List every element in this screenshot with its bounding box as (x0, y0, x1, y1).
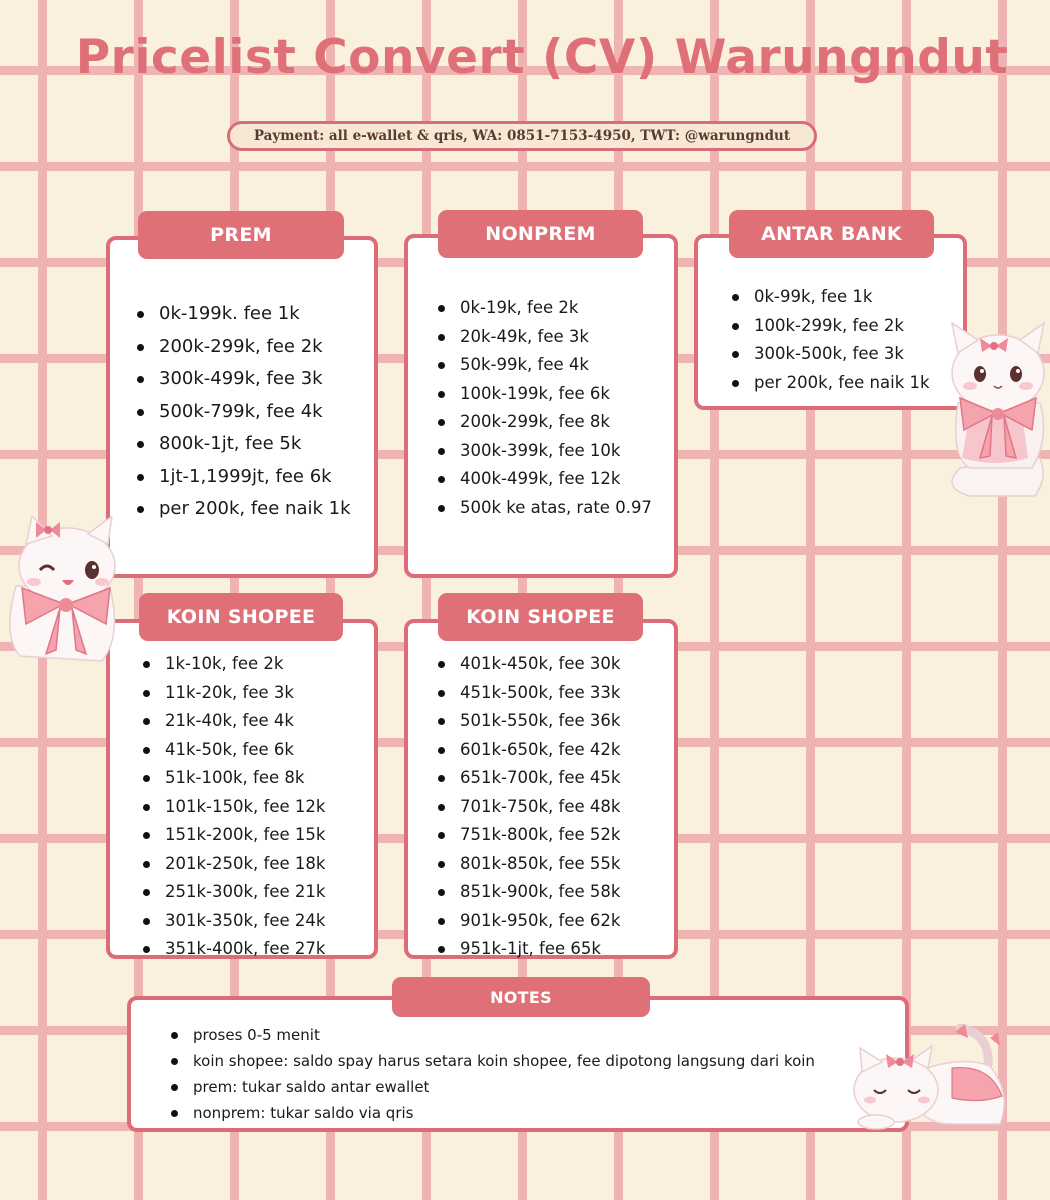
cat-illustration-icon (840, 1024, 1020, 1130)
cat-illustration-icon (940, 318, 1050, 500)
list-item: 0k-99k, fee 1k (732, 283, 930, 312)
list-item: 451k-500k, fee 33k (438, 679, 620, 708)
prem-card (106, 236, 378, 578)
list-item: 300k-499k, fee 3k (137, 363, 351, 396)
list-item: 11k-20k, fee 3k (143, 679, 325, 708)
list-item: 951k-1jt, fee 65k (438, 935, 620, 964)
list-item: 301k-350k, fee 24k (143, 907, 325, 936)
list-item: 401k-450k, fee 30k (438, 650, 620, 679)
list-item: 1k-10k, fee 2k (143, 650, 325, 679)
list-item: proses 0-5 menit (171, 1022, 815, 1048)
list-item: 0k-19k, fee 2k (438, 294, 652, 323)
list-item: 500k ke atas, rate 0.97 (438, 494, 652, 523)
prem-header: PREM (138, 211, 344, 259)
list-item: 351k-400k, fee 27k (143, 935, 325, 964)
list-item: 601k-650k, fee 42k (438, 736, 620, 765)
koin-shopee-card-1 (106, 619, 378, 959)
koin-shopee-header-1: KOIN SHOPEE (139, 593, 343, 641)
list-item: 100k-299k, fee 2k (732, 312, 930, 341)
list-item: 151k-200k, fee 15k (143, 821, 325, 850)
list-item: koin shopee: saldo spay harus setara koin shopee, fee dipotong langsung dari koin (171, 1048, 815, 1074)
list-item: 101k-150k, fee 12k (143, 793, 325, 822)
koin-shopee-list-1 (143, 650, 325, 964)
list-item: 300k-500k, fee 3k (732, 340, 930, 369)
list-item: 251k-300k, fee 21k (143, 878, 325, 907)
list-item: 901k-950k, fee 62k (438, 907, 620, 936)
cat-illustration-icon (2, 516, 128, 668)
list-item: 400k-499k, fee 12k (438, 465, 652, 494)
list-item: 751k-800k, fee 52k (438, 821, 620, 850)
list-item: 200k-299k, fee 2k (137, 331, 351, 364)
list-item: 201k-250k, fee 18k (143, 850, 325, 879)
list-item: 200k-299k, fee 8k (438, 408, 652, 437)
list-item: 651k-700k, fee 45k (438, 764, 620, 793)
nonprem-list (438, 294, 652, 522)
list-item: 851k-900k, fee 58k (438, 878, 620, 907)
nonprem-header: NONPREM (438, 210, 643, 258)
list-item: 20k-49k, fee 3k (438, 323, 652, 352)
list-item: 0k-199k. fee 1k (137, 298, 351, 331)
nonprem-card (404, 234, 678, 578)
antar-bank-header: ANTAR BANK (729, 210, 934, 258)
prem-list (137, 298, 351, 526)
list-item: 51k-100k, fee 8k (143, 764, 325, 793)
list-item: prem: tukar saldo antar ewallet (171, 1074, 815, 1100)
list-item: 801k-850k, fee 55k (438, 850, 620, 879)
koin-shopee-list-2 (438, 650, 620, 964)
antar-bank-list (732, 283, 930, 397)
antar-bank-card (694, 234, 967, 410)
list-item: nonprem: tukar saldo via qris (171, 1100, 815, 1126)
list-item: 100k-199k, fee 6k (438, 380, 652, 409)
koin-shopee-header-2: KOIN SHOPEE (438, 593, 643, 641)
list-item: 800k-1jt, fee 5k (137, 428, 351, 461)
list-item: 50k-99k, fee 4k (438, 351, 652, 380)
list-item: 41k-50k, fee 6k (143, 736, 325, 765)
notes-header: NOTES (392, 977, 650, 1017)
list-item: per 200k, fee naik 1k (137, 493, 351, 526)
notes-list (171, 1022, 815, 1126)
list-item: 300k-399k, fee 10k (438, 437, 652, 466)
page-title: Pricelist Convert (CV) Warungndut (75, 30, 1009, 85)
payment-info-banner: Payment: all e-wallet & qris, WA: 0851-7153-4950, TWT: @warungndut (227, 121, 817, 151)
list-item: per 200k, fee naik 1k (732, 369, 930, 398)
list-item: 501k-550k, fee 36k (438, 707, 620, 736)
list-item: 1jt-1,1999jt, fee 6k (137, 461, 351, 494)
list-item: 701k-750k, fee 48k (438, 793, 620, 822)
list-item: 500k-799k, fee 4k (137, 396, 351, 429)
koin-shopee-card-2 (404, 619, 678, 959)
list-item: 21k-40k, fee 4k (143, 707, 325, 736)
